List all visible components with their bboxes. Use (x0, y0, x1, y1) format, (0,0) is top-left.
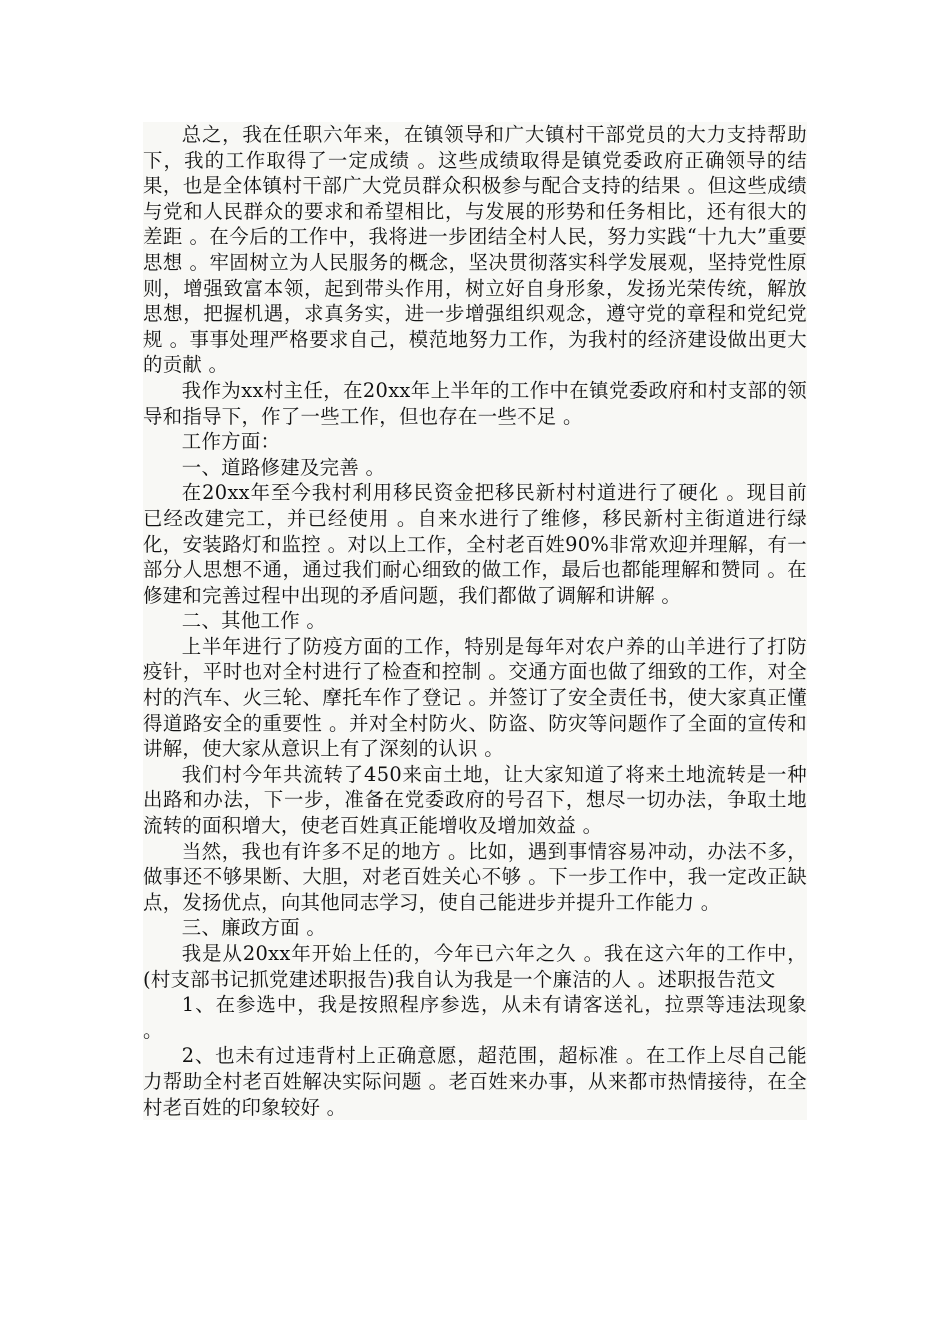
document-body (143, 122, 807, 1120)
paragraph-intro: 我作为xx村主任，在20xx年上半年的工作中在镇党委政府和村支部的领导和指导下，作了一些工作，但也存在一些不足 。 (143, 378, 807, 428)
paragraph-epidemic-traffic: 上半年进行了防疫方面的工作，特别是每年对农户养的山羊进行了打防疫针，平时也对全村进行了检查和控制 。交通方面也做了细致的工作，对全村的汽车、火三轮、摩托车作了登记 。并签订了安全责任书，使大家真正懂得道路安全的重要性 。并对全村防火、防盗、防灾等问题作了全面的宣传和讲解，使大家从意识上有了深刻的认识 。 (143, 634, 807, 761)
list-item-2: 2、也未有过违背村上正确意愿，超范围，超标准 。在工作上尽自己能力帮助全村老百姓解决实际问题 。老百姓来办事，从来都市热情接待，在全村老百姓的印象较好 。 (143, 1044, 807, 1119)
subheading-other-work: 二、其他工作 。 (181, 609, 327, 633)
list-item-1: 1、在参选中，我是按照程序参选，从未有请客送礼，拉票等违法现象 。 (143, 993, 807, 1042)
subheading-roads: 一、道路修建及完善 。 (181, 455, 386, 479)
paragraph-roads: 在20xx年至今我村利用移民资金把移民新村村道进行了硬化 。现目前已经改建完工，并已经使用 。自来水进行了维修，移民新村主街道进行绿化，安装路灯和监控 。对以上工作，全村老百姓90%非常欢迎并理解，有一部分人思想不通，通过我们耐心细致的做工作，最后也都能理解和赞同 。在修建和完善过程中出现的矛盾问题，我们都做了调解和讲解 。 (143, 481, 807, 607)
paragraph-integrity: 我是从20xx年开始上任的，今年已六年之久 。我在这六年的工作中，(村支部书记抓党建述职报告)我自认为我是一个廉洁的人 。述职报告范文 (143, 942, 807, 991)
paragraph-shortcomings: 当然，我也有许多不足的地方 。比如，遇到事情容易冲动，办法不多，做事还不够果断、大胆，对老百姓关心不够 。下一步工作中，我一定改正缺点，发扬优点，向其他同志学习，使自己能进步并提升工作能力 。 (143, 839, 807, 914)
paragraph-land-transfer: 我们村今年共流转了450来亩土地，让大家知道了将来土地流转是一种出路和办法，下一步，准备在党委政府的号召下，想尽一切办法，争取土地流转的面积增大，使老百姓真正能增收及增加效益 。 (143, 762, 807, 838)
section-heading-work: 工作方面： (181, 430, 281, 454)
paragraph-summary: 总之，我在任职六年来，在镇领导和广大镇村干部党员的大力支持帮助下，我的工作取得了一定成绩 。这些成绩取得是镇党委政府正确领导的结果，也是全体镇村干部广大党员群众积极参与配合支持的结果 。但这些成绩与党和人民群众的要求和希望相比，与发展的形势和任务相比，还有很大的差距 。在今后的工作中，我将进一步团结全村人民，努力实践“十九大”重要思想 。牢固树立为人民服务的概念，坚决贯彻落实科学发展观，坚持党性原则，增强致富本领，起到带头作用，树立好自身形象，发扬光荣传统，解放思想，把握机遇，求真务实，进一步增强组织观念，遵守党的章程和党纪党规 。事事处理严格要求自己，模范地努力工作，为我村的经济建设做出更大的贡献 。 (143, 123, 807, 377)
subheading-integrity: 三、廉政方面 。 (181, 916, 327, 940)
